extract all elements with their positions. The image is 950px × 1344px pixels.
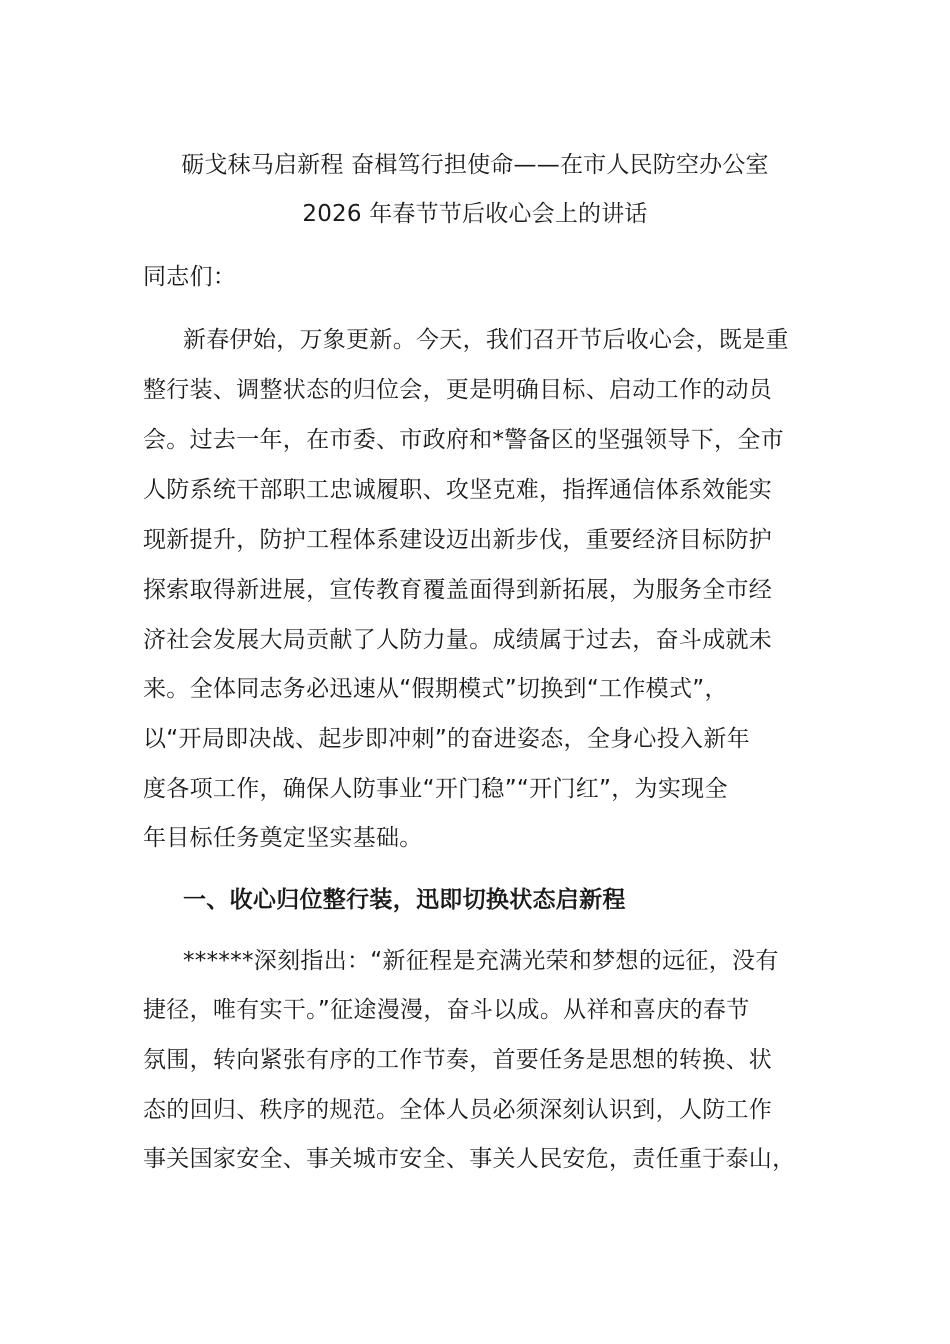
- paragraph-line: 整行装、调整状态的归位会，更是明确目标、启动工作的动员: [143, 377, 773, 403]
- paragraph-line: 态的回归、秩序的规范。全体人员必须深刻认识到，人防工作: [143, 1097, 773, 1123]
- paragraph-line: ******深刻指出：“新征程是充满光荣和梦想的远征，没有: [183, 948, 779, 974]
- paragraph-line: 新春伊始，万象更新。今天，我们召开节后收心会，既是重: [183, 327, 789, 353]
- paragraph-line: 济社会发展大局贡献了人防力量。成绩属于过去，奋斗成就未: [143, 627, 773, 653]
- paragraph-line: 会。过去一年，在市委、市政府和*警备区的坚强领导下，全市: [143, 427, 784, 453]
- paragraph-line: 年目标任务奠定坚实基础。: [143, 825, 423, 851]
- paragraph-line: 以“开局即决战、起步即冲刺”的奋进姿态，全身心投入新年: [143, 726, 750, 752]
- paragraph-line: 探索取得新进展，宣传教育覆盖面得到新拓展，为服务全市经: [143, 577, 773, 603]
- document-title-line-1: 砺戈秣马启新程 奋楫笃行担使命——在市人民防空办公室: [181, 152, 769, 178]
- document-title-line-2: 2026 年春节节后收心会上的讲话: [302, 201, 648, 227]
- paragraph-line: 人防系统干部职工忠诚履职、攻坚克难，指挥通信体系效能实: [143, 477, 773, 503]
- salutation: 同志们：: [143, 264, 237, 290]
- section-heading: 一、收心归位整行装，迅即切换状态启新程: [183, 887, 626, 913]
- paragraph-line: 度各项工作，确保人防事业“开门稳”“开门红”，为实现全: [143, 776, 728, 802]
- paragraph-line: 现新提升，防护工程体系建设迈出新步伐，重要经济目标防护: [143, 527, 773, 553]
- paragraph-line: 氛围，转向紧张有序的工作节奏，首要任务是思想的转换、状: [143, 1047, 773, 1073]
- paragraph-line: 事关国家安全、事关城市安全、事关人民安危，责任重于泰山，: [143, 1146, 796, 1172]
- paragraph-line: 来。全体同志务必迅速从“假期模式”切换到“工作模式”，: [143, 676, 728, 702]
- paragraph-line: 捷径，唯有实干。”征途漫漫，奋斗以成。从祥和喜庆的春节: [143, 997, 750, 1023]
